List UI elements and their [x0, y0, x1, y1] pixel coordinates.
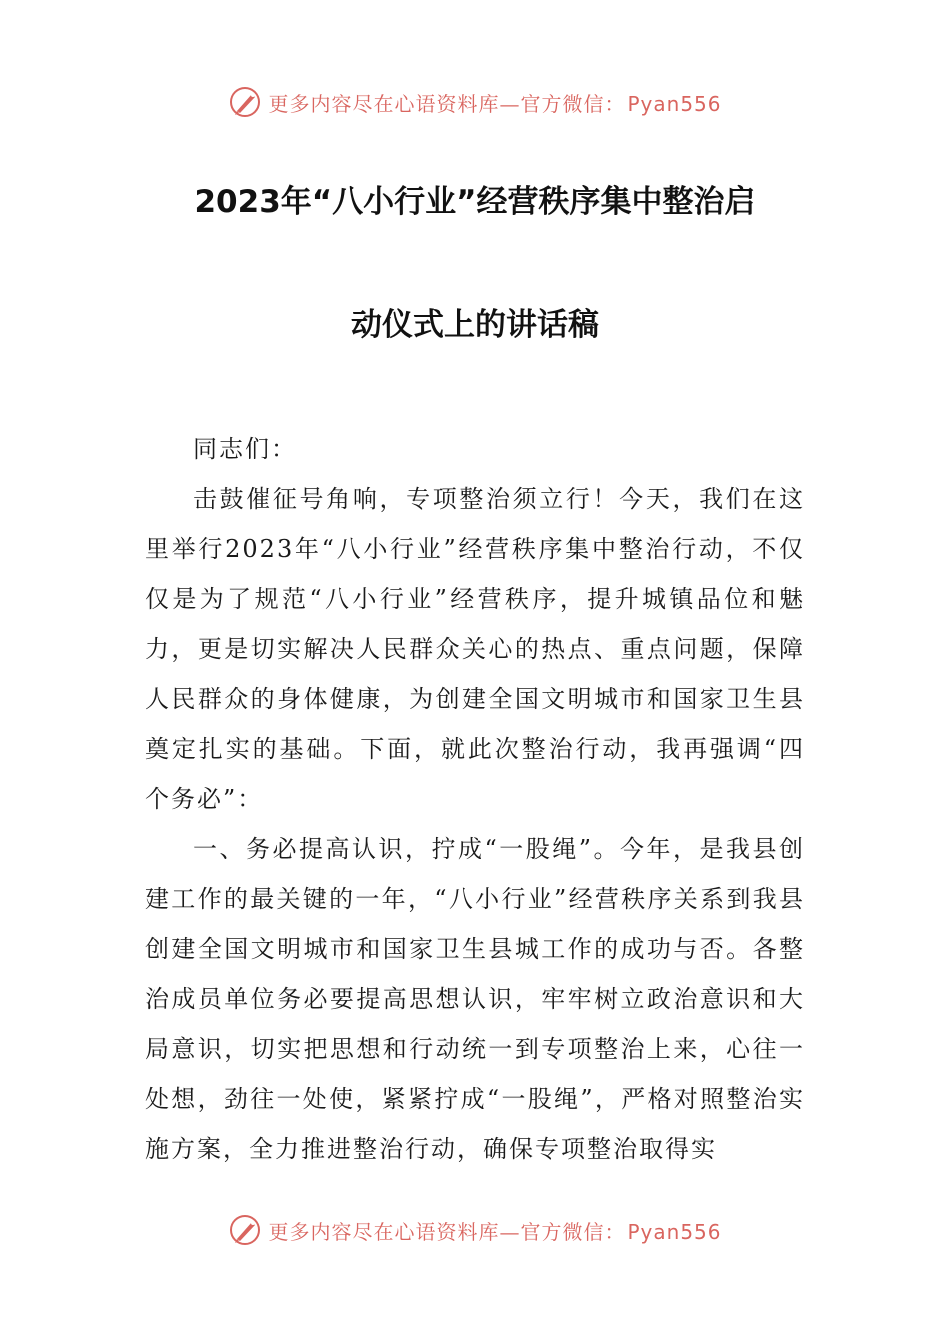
document-title-line-2: 动仪式上的讲话稿	[351, 307, 599, 343]
header-banner	[0, 82, 950, 122]
document-title-line-1: 2023年“八小行业”经营秩序集中整治启	[194, 184, 756, 220]
pen-quill-logo-icon	[228, 85, 262, 119]
banner-text: 更多内容尽在心语资料库—官方微信： Pyan556	[268, 91, 722, 116]
document-body	[145, 424, 805, 1174]
banner-text: 更多内容尽在心语资料库—官方微信： Pyan556	[268, 1219, 722, 1244]
pen-quill-logo-icon	[228, 1213, 262, 1247]
wechat-id: Pyan556	[627, 1219, 722, 1244]
footer-banner	[0, 1210, 950, 1250]
salutation: 同志们：	[193, 435, 297, 463]
paragraph: 一、务必提高认识，拧成“一股绳”。今年，是我县创建工作的最关键的一年，“八小行业”经营秩序关系到我县创建全国文明城市和国家卫生县城工作的成功与否。各整治成员单位务必要提高思想认识，牢牢树立政治意识和大局意识，切实把思想和行动统一到专项整治上来，心往一处想，劲往一处使，紧紧拧成“一股绳”，严格对照整治实施方案，全力推进整治行动，确保专项整治取得实	[145, 835, 805, 1163]
paragraph: 击鼓催征号角响，专项整治须立行！今天，我们在这里举行2023年“八小行业”经营秩序集中整治行动，不仅仅是为了规范“八小行业”经营秩序，提升城镇品位和魅力，更是切实解决人民群众关心的热点、重点问题，保障人民群众的身体健康，为创建全国文明城市和国家卫生县奠定扎实的基础。下面，就此次整治行动，我再强调“四个务必”：	[145, 485, 805, 813]
wechat-id: Pyan556	[627, 91, 722, 116]
